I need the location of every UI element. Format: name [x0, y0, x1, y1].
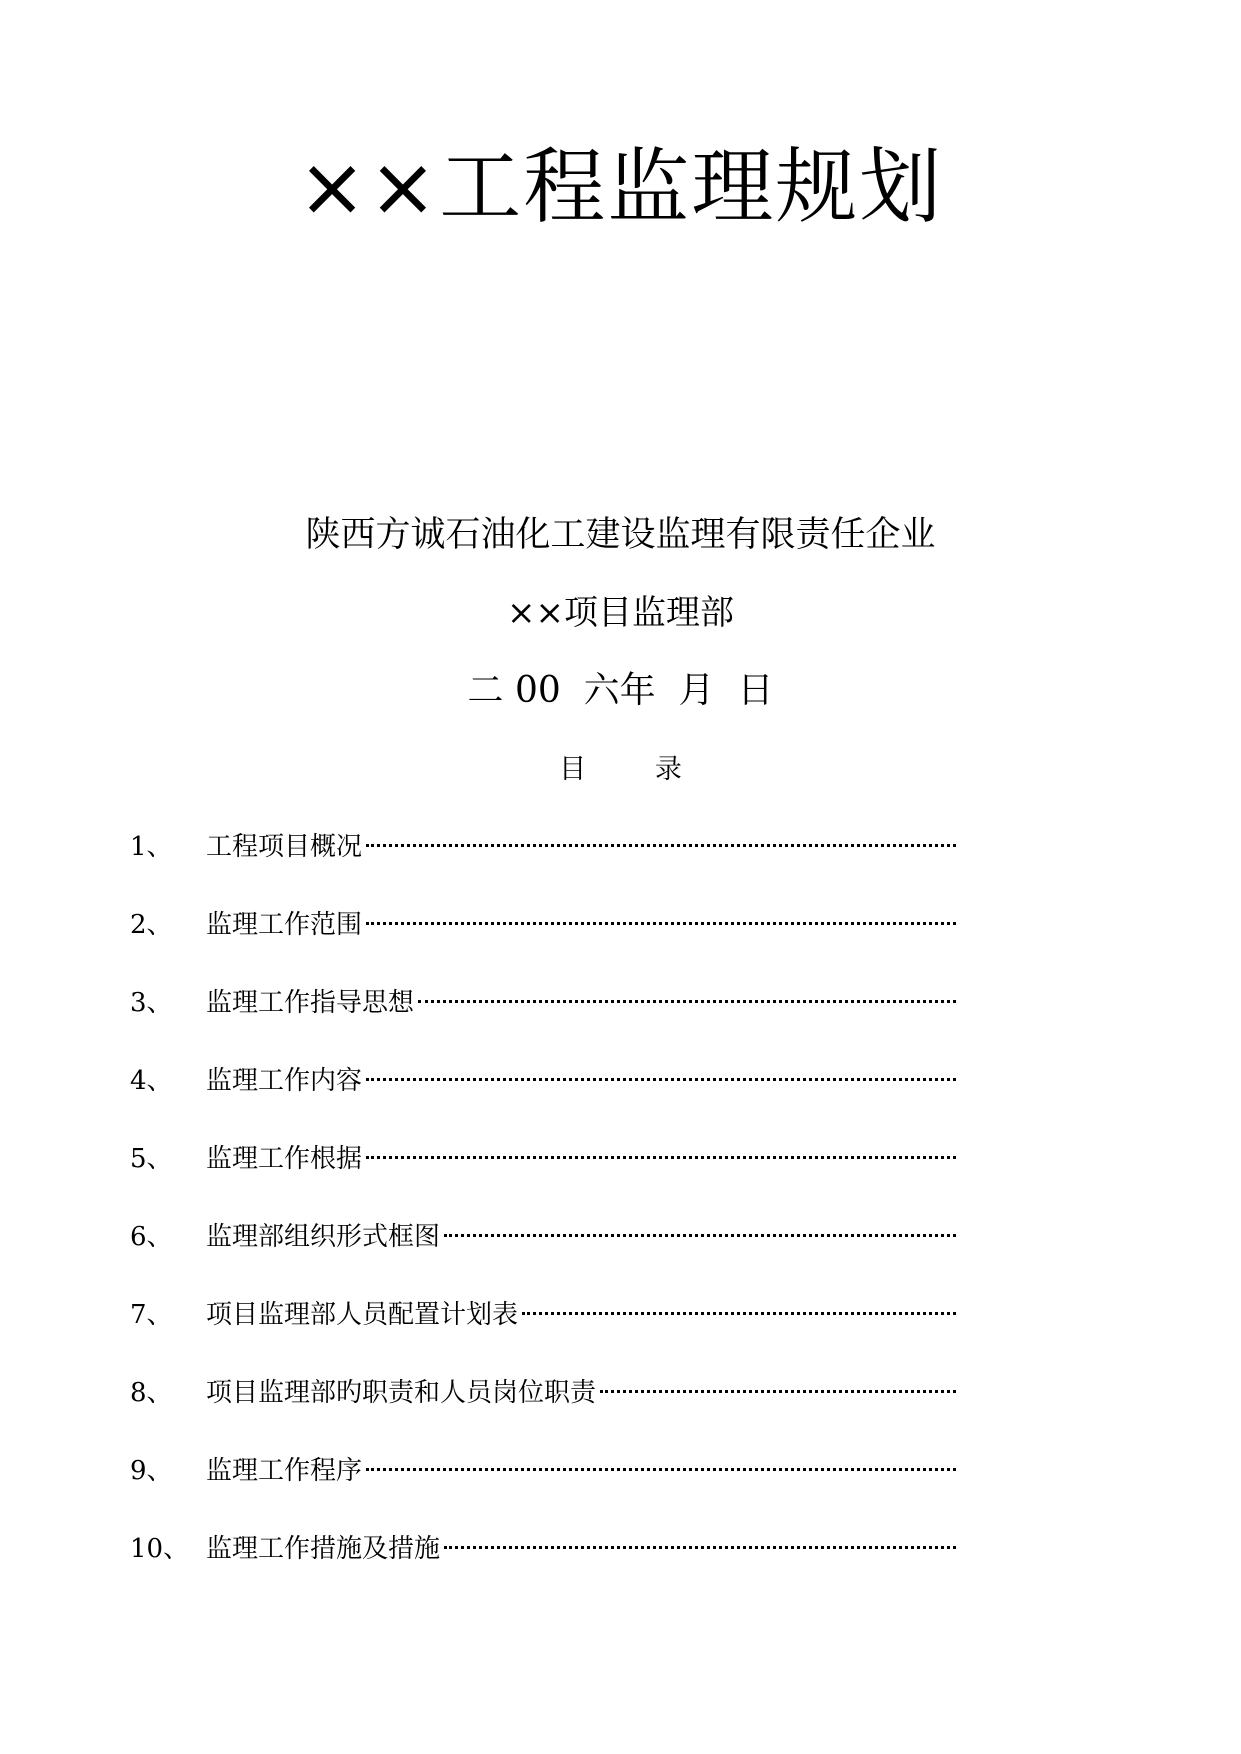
- toc-item-text: 监理工作指导思想: [206, 988, 415, 1018]
- toc-item-text: 监理工作内容: [206, 1066, 363, 1096]
- toc-item-number: 8、: [130, 1378, 173, 1408]
- toc-item-text: 监理工作程序: [206, 1456, 363, 1486]
- toc-leader-dots: [366, 922, 956, 925]
- toc-item-text: 项目监理部旳职责和人员岗位职责: [206, 1378, 597, 1408]
- toc-item-number: 9、: [130, 1456, 173, 1486]
- toc-item: [0, 1373, 1241, 1413]
- toc-item-number: 1、: [130, 832, 173, 862]
- toc-leader-dots: [444, 1234, 956, 1237]
- toc-item-text: 监理部组织形式框图: [206, 1222, 441, 1252]
- toc-item-text: 监理工作范围: [206, 910, 363, 940]
- document-date: 二 00 六年 月 日: [467, 670, 774, 711]
- toc-item-number: 7、: [130, 1300, 173, 1330]
- toc-item: [0, 1451, 1241, 1491]
- toc-item-number: 6、: [130, 1222, 173, 1252]
- toc-leader-dots: [366, 844, 956, 847]
- toc-item-text: 工程项目概况: [206, 832, 363, 862]
- toc-item: [0, 1529, 1241, 1569]
- department-name: ××项目监理部: [507, 593, 734, 633]
- document-title: ××工程监理规划: [297, 140, 944, 235]
- toc-item-number: 2、: [130, 910, 173, 940]
- toc-heading: 目 录: [559, 754, 682, 785]
- toc-item-number: 4、: [130, 1066, 173, 1096]
- toc-item: [0, 905, 1241, 945]
- toc-item: [0, 1217, 1241, 1257]
- toc-item-text: 项目监理部人员配置计划表: [206, 1300, 519, 1330]
- toc-item-number: 3、: [130, 988, 173, 1018]
- toc-leader-dots: [600, 1390, 956, 1393]
- toc-item: [0, 1061, 1241, 1101]
- toc-item: [0, 1139, 1241, 1179]
- toc-leader-dots: [522, 1312, 956, 1315]
- company-name: 陕西方诚石油化工建设监理有限责任企业: [305, 515, 936, 555]
- toc-item: [0, 1295, 1241, 1335]
- toc-item: [0, 827, 1241, 867]
- toc-leader-dots: [366, 1468, 956, 1471]
- toc-leader-dots: [366, 1078, 956, 1081]
- toc-leader-dots: [444, 1546, 956, 1549]
- toc-item-number: 10、: [130, 1534, 190, 1564]
- toc-item-text: 监理工作根据: [206, 1144, 363, 1174]
- toc-leader-dots: [418, 1000, 956, 1003]
- toc-item-number: 5、: [130, 1144, 173, 1174]
- toc-item-text: 监理工作措施及措施: [206, 1534, 441, 1564]
- toc-item: [0, 983, 1241, 1023]
- toc-leader-dots: [366, 1156, 956, 1159]
